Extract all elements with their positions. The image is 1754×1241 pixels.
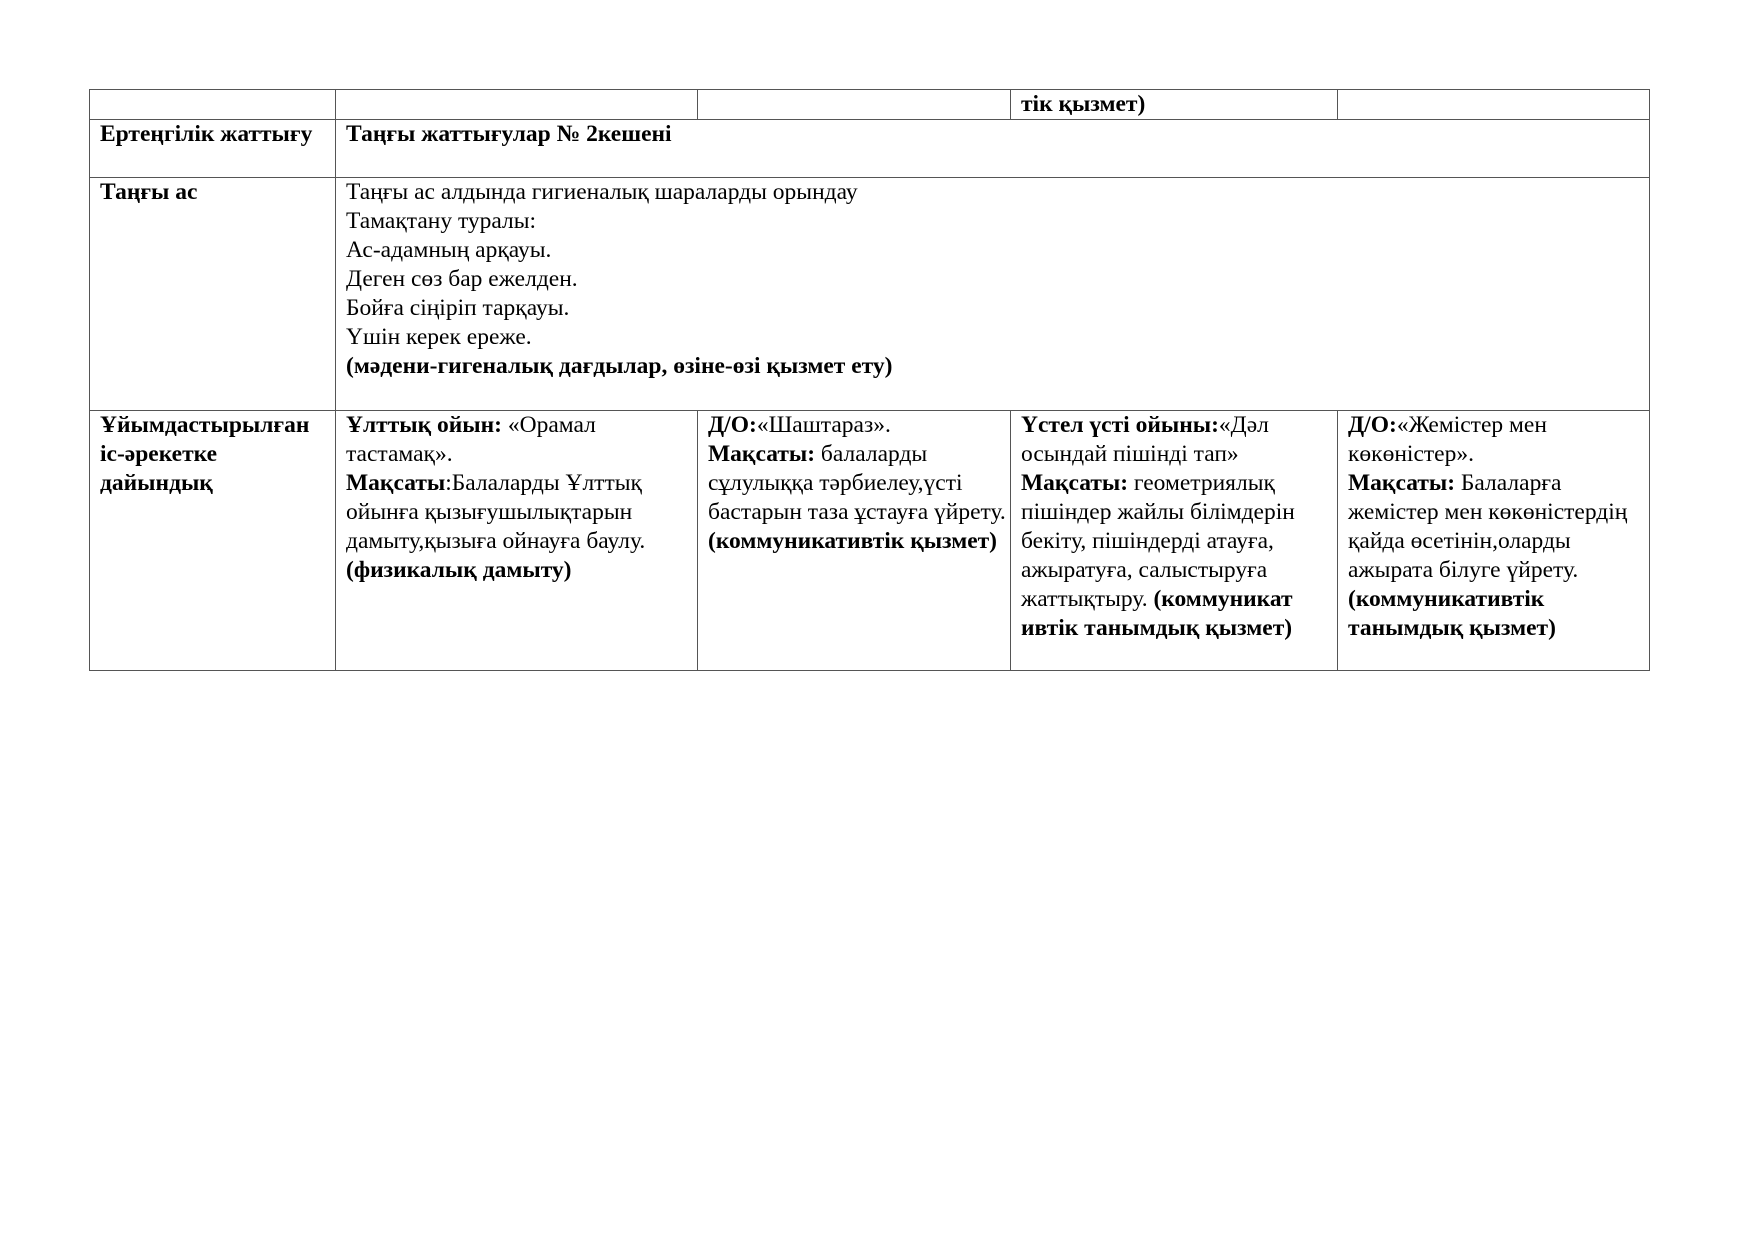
breakfast-content-cell bbox=[336, 178, 1650, 411]
breakfast-line: Деген сөз бар ежелден. bbox=[346, 266, 578, 292]
warmup-label: Ертеңгілік жаттығу bbox=[100, 121, 313, 147]
activity-name: «Жемістер мен көкөністер». bbox=[1348, 412, 1547, 467]
warmup-label-cell bbox=[90, 120, 336, 178]
goal-text: :Балаларды Ұлттық ойынға қызығушылықтарын дамыту,қызыға ойнауға баулу. bbox=[346, 470, 646, 554]
breakfast-row bbox=[90, 178, 1650, 411]
goal-label: Мақсаты: bbox=[1021, 470, 1129, 496]
cell-empty bbox=[90, 90, 336, 120]
preparation-label: Ұйымдастырылған іс-әрекетке дайындық bbox=[100, 412, 310, 496]
breakfast-line: Ас-адамның арқауы. bbox=[346, 237, 552, 263]
activity-area: (коммуникативтік қызмет) bbox=[708, 528, 998, 554]
activity-cell bbox=[1338, 411, 1650, 671]
continuation-text: тік қызмет) bbox=[1021, 91, 1146, 117]
activity-title: Д/О: bbox=[1348, 412, 1397, 438]
goal-text: балаларды сұлулыққа тәрбиелеу,үсті бастарын таза ұстауға үйрету. bbox=[708, 441, 1006, 525]
activity-cell bbox=[1011, 411, 1338, 671]
breakfast-note: (мәдени-гигеналық дағдылар, өзіне-өзі қызмет ету) bbox=[346, 353, 893, 379]
goal-label: Мақсаты: bbox=[708, 441, 816, 467]
activity-area: (коммуникат ивтік танымдық қызмет) bbox=[1021, 586, 1293, 641]
activity-title: Ұлттық ойын: bbox=[346, 412, 503, 438]
breakfast-label: Таңғы ас bbox=[100, 179, 198, 205]
continuation-row bbox=[90, 90, 1650, 120]
cell-empty bbox=[698, 90, 1011, 120]
goal-text: Балаларға жемістер мен көкөністердің қайда өсетінін,оларды ажырата білуге үйрету. bbox=[1348, 470, 1628, 583]
activity-name: «Дәл осындай пішінді тап» bbox=[1021, 412, 1269, 467]
activity-name: «Шаштараз». bbox=[756, 412, 891, 438]
warmup-content: Таңғы жаттығулар № 2кешені bbox=[346, 121, 672, 147]
cell-continuation-text bbox=[1011, 90, 1338, 120]
cell-empty bbox=[1338, 90, 1650, 120]
goal-text: геометриялық пішіндер жайлы білімдерін бекіту, пішіндерді атауға, ажыратуға, салыстыруға жаттықтыру. bbox=[1021, 470, 1295, 612]
activity-area: (коммуникативтік танымдық қызмет) bbox=[1348, 586, 1556, 641]
breakfast-line: Тамақтану туралы: bbox=[346, 208, 537, 234]
cell-empty bbox=[336, 90, 698, 120]
preparation-label-cell bbox=[90, 411, 336, 671]
warmup-row bbox=[90, 120, 1650, 178]
activity-area: (физикалық дамыту) bbox=[346, 557, 572, 583]
warmup-content-cell bbox=[336, 120, 1650, 178]
breakfast-label-cell bbox=[90, 178, 336, 411]
preparation-row bbox=[90, 411, 1650, 671]
activity-title: Д/О: bbox=[708, 412, 757, 438]
goal-label: Мақсаты: bbox=[1348, 470, 1456, 496]
activity-cell bbox=[336, 411, 698, 671]
breakfast-line: Таңғы ас алдында гигиеналық шараларды орындау bbox=[346, 179, 858, 205]
activity-title: Үстел үсті ойыны: bbox=[1021, 412, 1219, 438]
daily-plan-table bbox=[89, 89, 1650, 671]
breakfast-line: Бойға сіңіріп тарқауы. bbox=[346, 295, 570, 321]
activity-cell bbox=[698, 411, 1011, 671]
activity-name: «Орамал тастамақ». bbox=[346, 412, 596, 467]
breakfast-line: Үшін керек ереже. bbox=[346, 324, 532, 350]
goal-label: Мақсаты bbox=[346, 470, 446, 496]
